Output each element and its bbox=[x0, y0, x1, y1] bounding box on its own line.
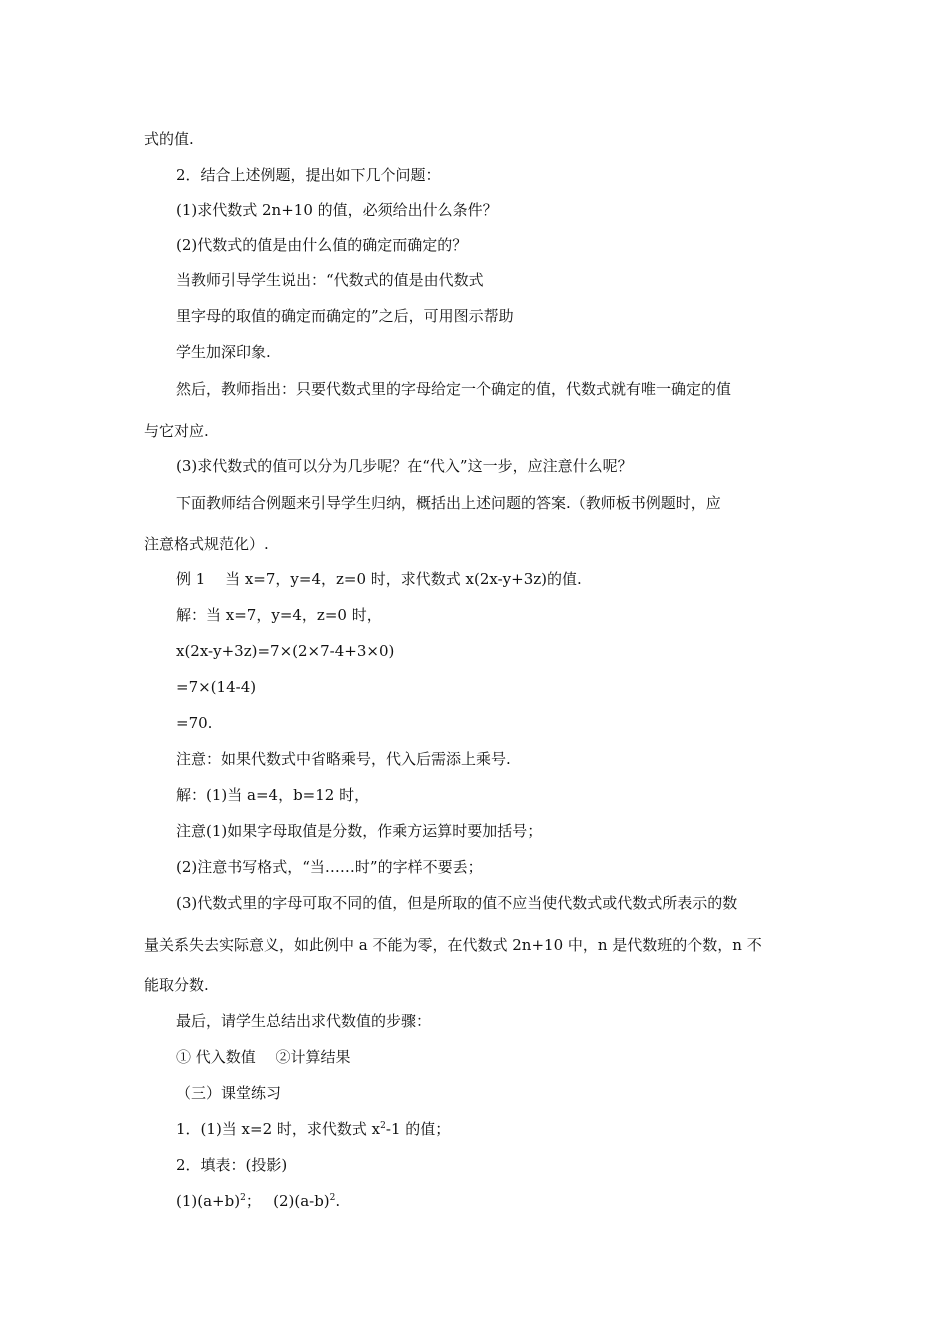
text-line: 里字母的取值的确定而确定的”之后，可用图示帮助 bbox=[176, 307, 514, 325]
text-line: (3)求代数式的值可以分为几步呢？在“代入”这一步，应注意什么呢？ bbox=[176, 457, 633, 475]
exercise-1 bbox=[176, 1119, 450, 1139]
text-line: 能取分数. bbox=[144, 976, 209, 994]
text-line: 2．结合上述例题，提出如下几个问题： bbox=[176, 166, 441, 184]
text-line: 最后，请学生总结出求代数值的步骤： bbox=[176, 1012, 432, 1030]
text-line: (2)注意书写格式，“当……时”的字样不要丢； bbox=[176, 858, 483, 876]
text-line: (3)代数式里的字母可取不同的值，但是所取的值不应当使代数式或代数式所表示的数 bbox=[176, 894, 738, 912]
text-line: 式的值. bbox=[144, 130, 194, 148]
text-line: 注意格式规范化）. bbox=[144, 535, 269, 553]
text-line: 当教师引导学生说出：“代数式的值是由代数式 bbox=[176, 271, 484, 289]
expr-a: (1)(a+b) bbox=[176, 1192, 241, 1210]
text-line: 解：当 x=7，y=4，z=0 时， bbox=[176, 606, 382, 624]
exercise-1-tail: -1 的值； bbox=[385, 1120, 451, 1138]
period: . bbox=[335, 1192, 341, 1210]
text-line: 解：(1)当 a=4，b=12 时， bbox=[176, 786, 370, 804]
text-line: 下面教师结合例题来引导学生归纳，概括出上述问题的答案.（教师板书例题时，应 bbox=[176, 494, 721, 512]
equation-line: =7×(14-4) bbox=[176, 678, 257, 696]
exponent: 2 bbox=[240, 1193, 246, 1203]
exercise-2: 2．填表：(投影) bbox=[176, 1156, 288, 1174]
separator: ； bbox=[245, 1192, 274, 1210]
exponent: 2 bbox=[380, 1121, 386, 1131]
text-line: (1)求代数式 2n+10 的值，必须给出什么条件？ bbox=[176, 201, 498, 219]
equation-line: =70. bbox=[176, 714, 213, 732]
text-line: 量关系失去实际意义，如此例中 a 不能为零，在代数式 2n+10 中，n 是代数班的个数，n 不 bbox=[144, 936, 762, 954]
equation-line: x(2x-y+3z)=7×(2×7-4+3×0) bbox=[176, 642, 395, 660]
text-line: 与它对应. bbox=[144, 422, 209, 440]
text-line: 学生加深印象. bbox=[176, 343, 271, 361]
text-line: 然后，教师指出：只要代数式里的字母给定一个确定的值，代数式就有唯一确定的值 bbox=[176, 380, 732, 398]
text-line: 注意(1)如果字母取值是分数，作乘方运算时要加括号； bbox=[176, 822, 543, 840]
exercise-1-text: 1．(1)当 x=2 时，求代数式 x bbox=[176, 1120, 381, 1138]
text-line: (2)代数式的值是由什么值的确定而确定的？ bbox=[176, 236, 468, 254]
example-1-title: 例 1 当 x=7，y=4，z=0 时，求代数式 x(2x-y+3z)的值. bbox=[176, 570, 582, 588]
steps-line: ① 代入数值 ②计算结果 bbox=[176, 1048, 351, 1066]
text-line: 注意：如果代数式中省略乘号，代入后需添上乘号. bbox=[176, 750, 511, 768]
exponent: 2 bbox=[329, 1193, 336, 1203]
section-heading: （三）课堂练习 bbox=[176, 1084, 282, 1102]
exercise-3 bbox=[176, 1191, 340, 1211]
expr-b: (2)(a-b) bbox=[273, 1192, 330, 1210]
